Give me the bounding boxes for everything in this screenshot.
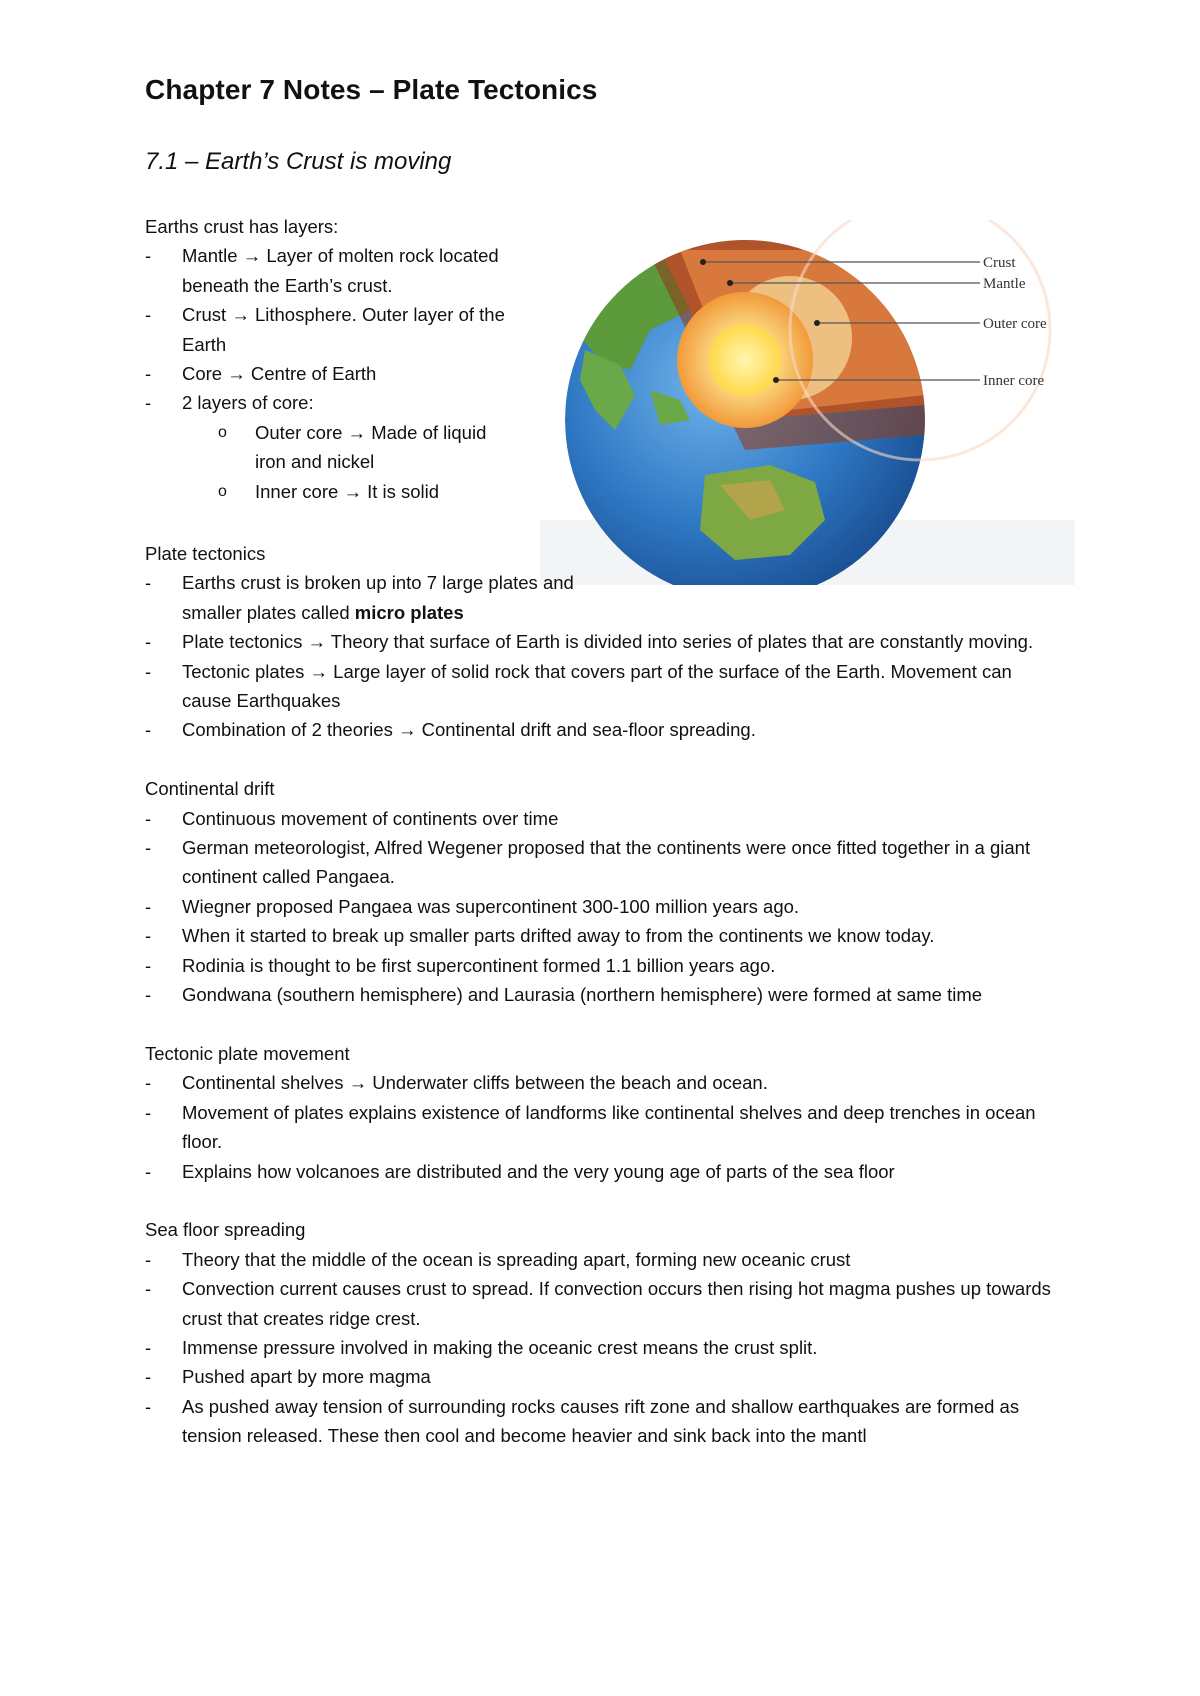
- definition: Continental drift and sea-floor spreading.: [421, 719, 756, 741]
- section-heading: Earths crust has layers:: [145, 216, 339, 237]
- list-item: [145, 568, 582, 627]
- label-crust: Crust: [983, 255, 1016, 271]
- spacer: [145, 1009, 1065, 1038]
- list-item: - As pushed away tension of surrounding rocks causes rift zone and shallow earthquakes are formed as tension released. These then cool and become heavier and sink back into the mantl: [145, 1392, 1065, 1451]
- crust-dot: [700, 259, 706, 265]
- arrow-icon: →: [397, 719, 417, 741]
- mantle-dot: [727, 280, 733, 286]
- arrow-icon: →: [227, 363, 246, 385]
- term: Continental shelves: [182, 1072, 344, 1094]
- spacer: [145, 745, 1065, 774]
- section-heading: Tectonic plate movement: [145, 1042, 350, 1064]
- list-item: - Wiegner proposed Pangaea was supercontinent 300-100 million years ago.: [145, 892, 1065, 921]
- label-mantle: Mantle: [983, 276, 1026, 292]
- arrow-icon: →: [347, 421, 367, 443]
- sublist-item: [218, 477, 488, 506]
- inner-core: [709, 324, 781, 396]
- definition: Layer of molten rock located beneath the Earth’s crust.: [182, 245, 499, 296]
- section-heading: Continental drift: [145, 778, 275, 800]
- list-item: - Continuous movement of continents over time: [145, 804, 1065, 833]
- arrow-icon: →: [343, 480, 362, 502]
- section-subtitle: 7.1 – Earth’s Crust is moving: [145, 148, 452, 175]
- list-item: [145, 300, 525, 359]
- list-item: - Theory that the middle of the ocean is spreading apart, forming new oceanic crust: [145, 1245, 1065, 1274]
- definition: Underwater cliffs between the beach and ocean.: [372, 1072, 768, 1094]
- term: Core: [182, 363, 223, 385]
- arrow-icon: →: [242, 245, 262, 267]
- term: Plate tectonics: [182, 631, 303, 653]
- list-item: [145, 359, 525, 388]
- core-sublist: [182, 418, 488, 506]
- definition: Centre of Earth: [250, 363, 377, 385]
- earth-layers-figure: [540, 220, 1075, 585]
- list-item: - Convection current causes crust to spread. If convection occurs then rising hot magma pushes up towards crust that creates ridge crest.: [145, 1274, 1065, 1333]
- list-item: [145, 627, 1065, 656]
- crust-layers-section: [145, 212, 525, 506]
- list-item: [145, 1068, 1065, 1097]
- definition: Lithosphere. Outer layer of the Earth: [182, 304, 505, 355]
- term: Combination of 2 theories: [182, 719, 393, 741]
- definition: It is solid: [367, 480, 440, 502]
- term: Outer core: [255, 421, 343, 443]
- page-title: Chapter 7 Notes – Plate Tectonics: [145, 74, 598, 105]
- inner-core-dot: [773, 377, 779, 383]
- list-item: [145, 388, 525, 506]
- list-item: - Rodinia is thought to be first supercontinent formed 1.1 billion years ago.: [145, 951, 1065, 980]
- list-text: 2 layers of core:: [182, 392, 314, 414]
- crust-layers-list: [145, 241, 525, 506]
- list-text: Earths crust is broken up into 7 large plates and smaller plates called: [182, 572, 574, 623]
- label-inner-core: Inner core: [983, 373, 1045, 389]
- sublist-item: [218, 418, 488, 477]
- definition: Large layer of solid rock that covers part of the surface of the Earth. Movement can cause Earthquakes: [182, 660, 1012, 712]
- arrow-icon: →: [307, 631, 326, 653]
- list-item: - German meteorologist, Alfred Wegener proposed that the continents were once fitted together in a giant continent called Pangaea.: [145, 833, 1065, 892]
- section-heading: Sea floor spreading: [145, 1219, 306, 1241]
- list-item: - Gondwana (southern hemisphere) and Laurasia (northern hemisphere) were formed at same time: [145, 980, 1065, 1009]
- list-item: - Immense pressure involved in making the oceanic crest means the crust split.: [145, 1333, 1065, 1362]
- list-item: - Pushed apart by more magma: [145, 1362, 1065, 1391]
- list-item: - When it started to break up smaller parts drifted away to from the continents we know today.: [145, 921, 1065, 950]
- list-item: [145, 715, 1065, 744]
- section-heading: Plate tectonics: [145, 543, 266, 564]
- main-notes: [145, 539, 1065, 1451]
- spacer: [145, 1186, 1065, 1215]
- term: Tectonic plates: [182, 660, 305, 682]
- list-item: - Explains how volcanoes are distributed and the very young age of parts of the sea floor: [145, 1157, 1065, 1186]
- definition: Made of liquid iron and nickel: [255, 421, 487, 473]
- sea-floor-list: [145, 1245, 1065, 1451]
- definition: Theory that surface of Earth is divided into series of plates that are constantly moving.: [330, 631, 1034, 653]
- term: Crust: [182, 304, 227, 326]
- list-item: - Movement of plates explains existence of landforms like continental shelves and deep trenches in ocean floor.: [145, 1098, 1065, 1157]
- arrow-icon: →: [348, 1072, 368, 1094]
- arrow-icon: →: [231, 304, 250, 326]
- label-outer-core: Outer core: [983, 316, 1047, 332]
- plate-tectonics-list: [145, 568, 1065, 744]
- arrow-icon: →: [309, 660, 329, 682]
- term: Inner core: [255, 480, 339, 502]
- bold-term: micro plates: [354, 601, 464, 623]
- list-item: [145, 241, 525, 300]
- outer-core-dot: [814, 320, 820, 326]
- continental-drift-list: [145, 804, 1065, 1010]
- term: Mantle: [182, 245, 238, 267]
- list-item: [145, 657, 1065, 716]
- plate-movement-list: [145, 1068, 1065, 1186]
